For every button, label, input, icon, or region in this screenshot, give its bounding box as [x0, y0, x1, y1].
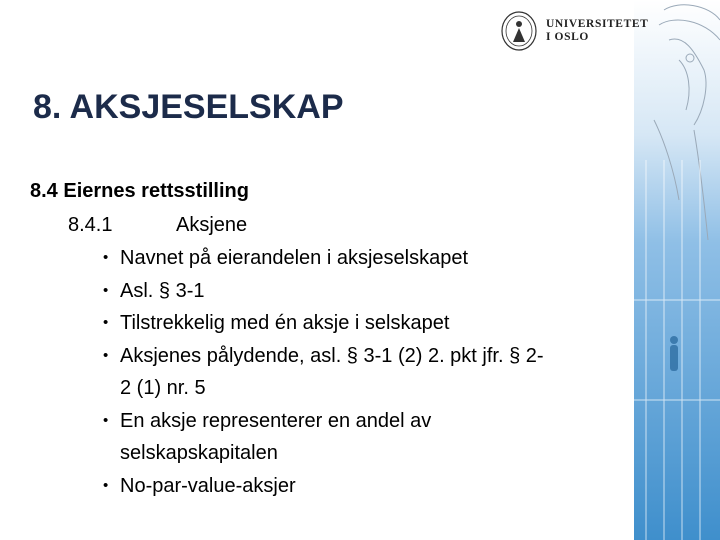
bullet-text-continuation: 2 (1) nr. 5 [120, 377, 206, 399]
bullet-list [30, 242, 630, 502]
bullet-text: Asl. § 3-1 [120, 279, 205, 302]
slide-title: 8. AKSJESELSKAP [33, 88, 344, 126]
section-heading: 8.4 Eiernes rettsstilling [30, 180, 249, 202]
bullet-icon: • [103, 476, 109, 494]
list-item [103, 405, 630, 470]
bullet-text: Navnet på eierandelen i aksjeselskapet [120, 247, 468, 269]
slide-content [30, 174, 630, 502]
bullet-text: Aksjenes pålydende, asl. § 3-1 (2) 2. pkt jfr. § 2- [120, 344, 544, 367]
list-item [103, 340, 630, 405]
decorative-side-band [634, 0, 720, 540]
subsection-number: 8.4.1 [68, 214, 113, 236]
subsection-title: Aksjene [176, 214, 248, 236]
list-item [103, 242, 630, 275]
list-item [103, 307, 630, 340]
bullet-icon: • [103, 249, 109, 266]
bullet-text-continuation: selskapskapitalen [120, 442, 278, 464]
bullet-text: No-par-value-aksjer [120, 474, 296, 497]
list-item [103, 275, 630, 308]
statue-illustration [634, 0, 720, 540]
bullet-text: En aksje representerer en andel av [120, 409, 432, 432]
bullet-icon: • [103, 411, 109, 429]
university-name-line1: UNIVERSITETET [546, 18, 649, 30]
university-name [546, 18, 648, 44]
list-item [103, 470, 630, 503]
university-seal-icon [500, 10, 538, 52]
university-name-line2: I OSLO [546, 31, 589, 43]
bullet-text: Tilstrekkelig med én aksje i selskapet [120, 312, 450, 334]
bullet-icon: • [103, 281, 109, 299]
bullet-icon: • [103, 314, 109, 331]
subsection-heading [30, 208, 630, 242]
bullet-icon: • [103, 346, 109, 364]
university-logo [500, 10, 648, 52]
